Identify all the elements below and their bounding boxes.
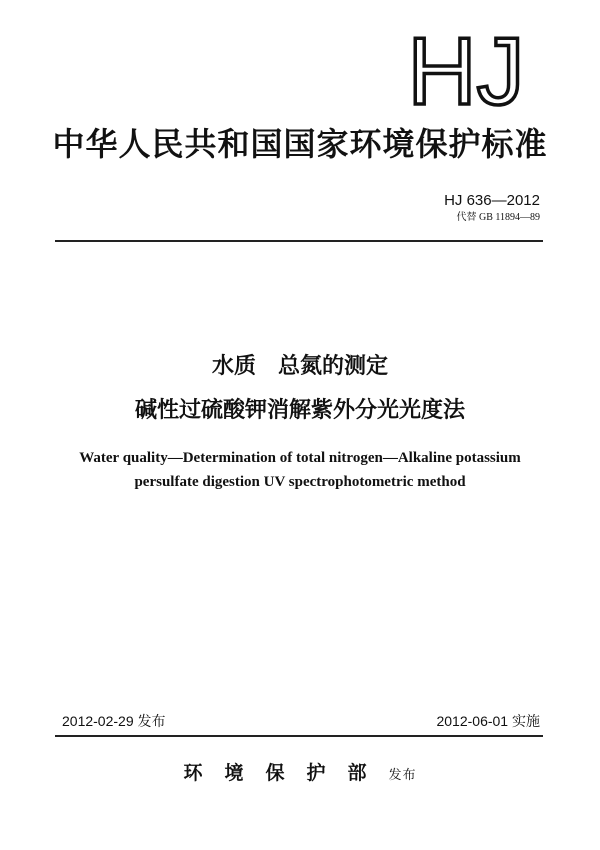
bottom-divider (55, 735, 543, 737)
hj-logo-text: HJ (407, 26, 525, 114)
publisher-name: 环境保护部 (183, 762, 389, 784)
english-title-line-2: persulfate digestion UV spectrophotometric method (134, 474, 466, 490)
hj-logo-graphic (396, 26, 536, 114)
issue-date: 2012-02-29 发布 (62, 713, 166, 729)
implementation-date: 2012-06-01 实施 (436, 713, 540, 729)
standard-organization-title: 中华人民共和国国家环境保护标准 (52, 125, 548, 163)
chinese-title-line-1: 水质 总氮的测定 (211, 354, 388, 379)
replaced-standard: 代替 GB 11894—89 (456, 212, 540, 223)
english-title-line-1: Water quality—Determination of total nitrogen—Alkaline potassium (79, 450, 521, 466)
publisher-line (0, 760, 600, 789)
hj-logo (396, 26, 536, 114)
top-divider (55, 240, 543, 242)
chinese-title-line-2: 碱性过硫酸钾消解紫外分光光度法 (134, 398, 465, 423)
publisher-suffix: 发布 (388, 768, 417, 783)
standard-number: HJ 636—2012 (444, 192, 540, 209)
